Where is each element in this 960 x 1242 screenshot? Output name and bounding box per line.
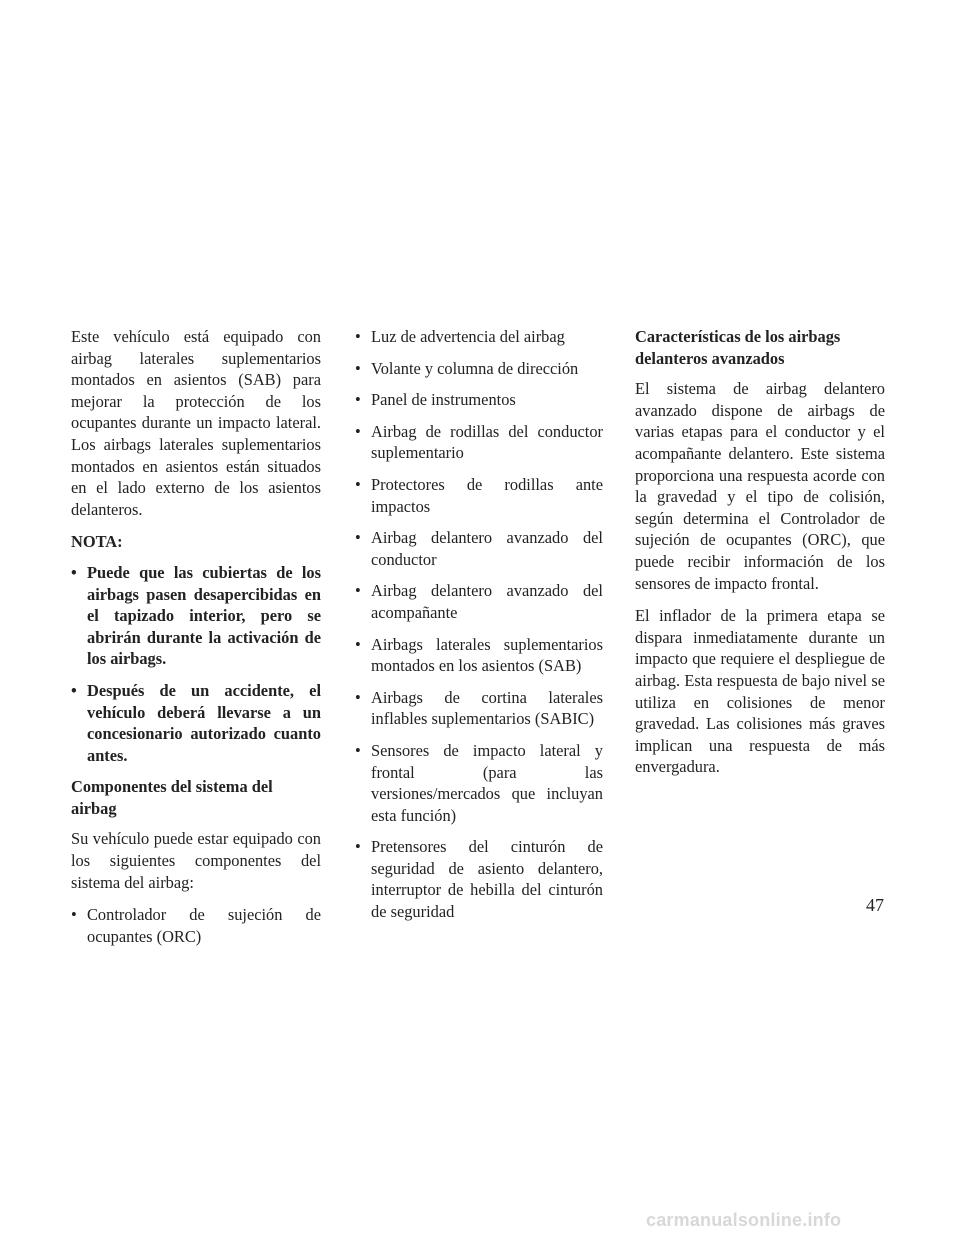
list-item: • Sensores de impacto lateral y frontal (para las versiones/mercados que incluyan esta función) bbox=[355, 740, 603, 826]
page-number: 47 bbox=[866, 895, 884, 915]
note-item: • Después de un accidente, el vehículo deberá llevarse a un concesionario autorizado cuanto antes. bbox=[71, 680, 321, 766]
column-left bbox=[71, 326, 321, 957]
body-paragraph: El sistema de airbag delantero avanzado dispone de airbags de varias etapas para el conductor y el acompañante delantero. Este sistema proporciona una respuesta acorde con la gravedad y el tipo de colisión, según determina el Controlador de sujeción de ocupantes (ORC), que puede recibir información de los sensores de impacto frontal. bbox=[635, 379, 885, 593]
components-list bbox=[71, 904, 321, 947]
column-right bbox=[635, 326, 885, 789]
components-intro: Su vehículo puede estar equipado con los siguientes componentes del sistema del airbag: bbox=[71, 829, 321, 892]
list-item: • Luz de advertencia del airbag bbox=[355, 326, 603, 348]
note-list bbox=[71, 562, 321, 766]
body-paragraph: El inflador de la primera etapa se dispara inmediatamente durante un impacto que requiere el despliegue de airbag. Esta respuesta de bajo nivel se utiliza en colisiones de menor gravedad. Las colisiones más graves implican una respuesta de más envergadura. bbox=[635, 606, 885, 777]
list-item: • Pretensores del cinturón de seguridad de asiento delantero, interruptor de hebilla del cinturón de seguridad bbox=[355, 836, 603, 922]
list-item: • Airbag delantero avanzado del conductor bbox=[355, 527, 603, 570]
intro-paragraph: Este vehículo está equipado con airbag laterales suplementarios montados en asientos (SAB) para mejorar la protección de los ocupantes durante un impacto lateral. Los airbags laterales suplementarios montados en asientos están situados en el lado externo de los asientos delanteros. bbox=[71, 327, 321, 519]
list-item: • Airbags de cortina laterales inflables suplementarios (SABIC) bbox=[355, 687, 603, 730]
list-item: • Airbags laterales suplementarios montados en los asientos (SAB) bbox=[355, 634, 603, 677]
watermark: carmanualsonline.info bbox=[646, 1210, 842, 1230]
list-item: • Airbag delantero avanzado del acompañante bbox=[355, 580, 603, 623]
components-list-continued bbox=[355, 326, 603, 923]
list-item: • Volante y columna de dirección bbox=[355, 358, 603, 380]
list-item: • Controlador de sujeción de ocupantes (ORC) bbox=[71, 904, 321, 947]
list-item: • Protectores de rodillas ante impactos bbox=[355, 474, 603, 517]
column-middle bbox=[355, 326, 603, 933]
section-heading: Componentes del sistema del airbag bbox=[71, 777, 273, 818]
note-label: NOTA: bbox=[71, 532, 123, 552]
section-heading: Características de los airbags delanteros avanzados bbox=[635, 327, 841, 368]
list-item: • Panel de instrumentos bbox=[355, 389, 603, 411]
note-item: • Puede que las cubiertas de los airbags pasen desapercibidas en el tapizado interior, pero se abrirán durante la activación de los airbags. bbox=[71, 562, 321, 670]
list-item: • Airbag de rodillas del conductor suplementario bbox=[355, 421, 603, 464]
